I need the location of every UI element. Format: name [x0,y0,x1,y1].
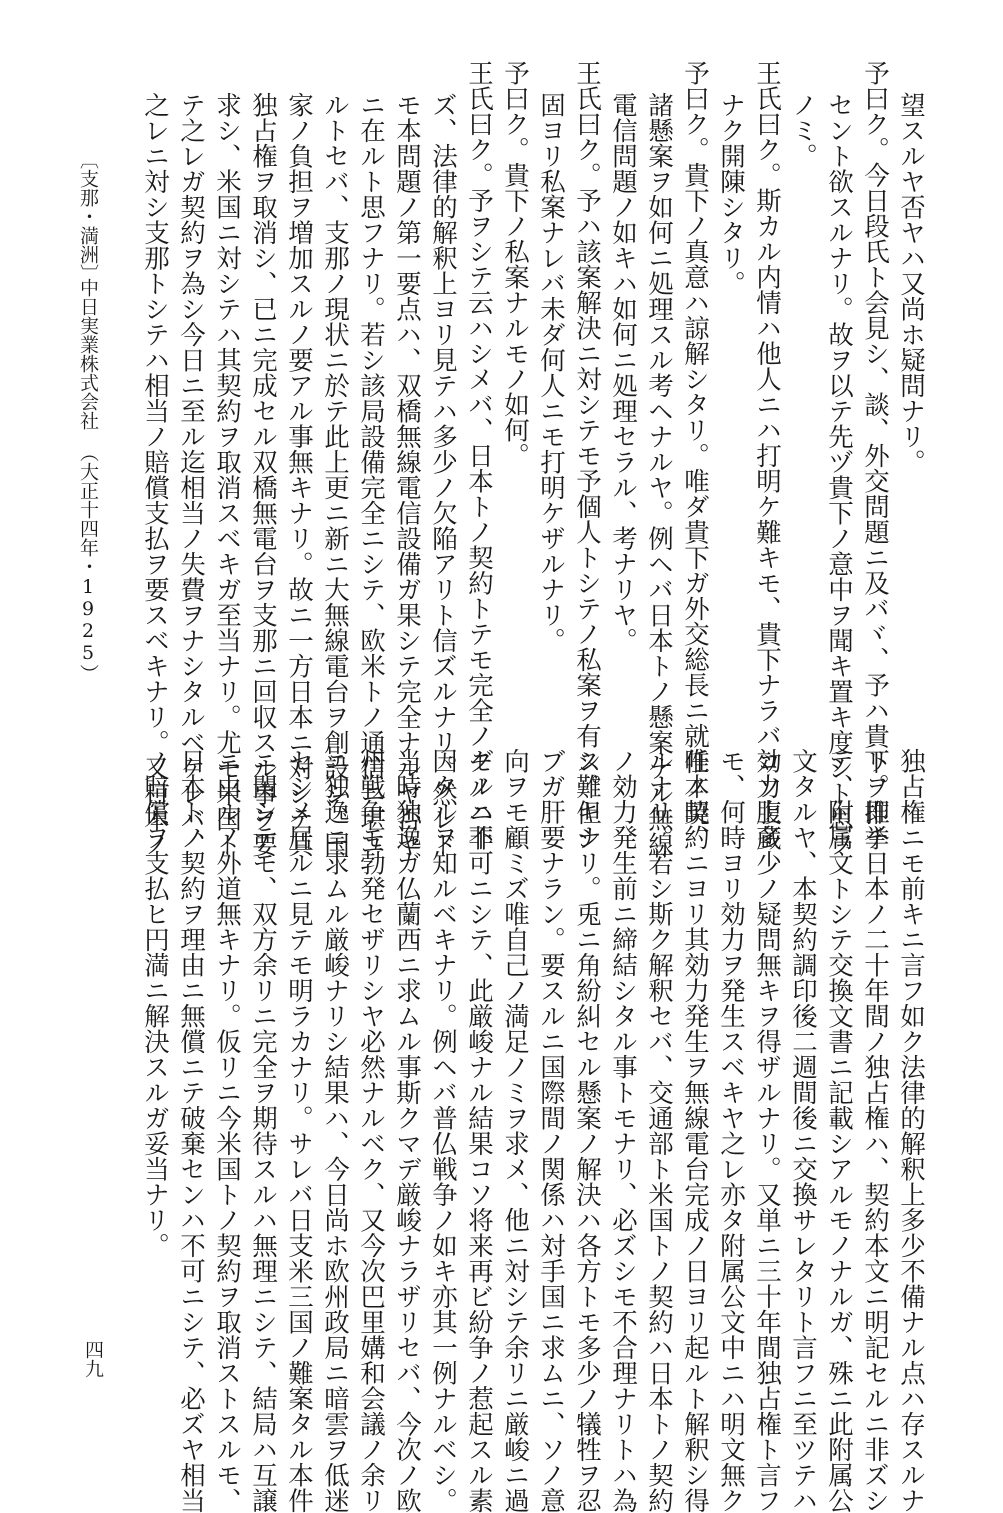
text-column: 日本トノ契約ヲ理由ニ無償ニテ破棄センハ不可ニシテ、必ズヤ相当 [176,748,206,1513]
text-column: 電信問題ノ如キハ如何ニ処理セラル、考ナリヤ。 [608,92,638,653]
text-column: 効力上多少ノ疑問無キヲ得ザルナリ。又単ニ三十年間独占権ト言フ [752,748,782,1513]
text-column: 王氏曰ク。予ハ該案解決ニ対シテモ予個人トシテノ私案ヲ有ス。但シ [572,60,602,851]
text-column: 唯本契約ニヨリ其効力発生ヲ無線電台完成ノ日ヨリ起ルト解釈シ得 [680,748,710,1513]
page-number: 四九 [82,1340,104,1378]
text-column: 独占権ニモ前キニ言フ如ク法律的解釈上多少不備ナル点ハ存スルナ [896,748,926,1513]
text-column: ニ在ルト思フナリ。若シ該局設備完全ニシテ、欧米トノ通信ニ堪ユ [356,92,386,857]
text-column: ノ賠償ヲ支払ヒ円満ニ解決スルガ妥当ナリ。 [140,748,170,1258]
text-column: モ、何時ヨリ効力ヲ発生スベキヤ之レ亦タ附属公文中ニハ明文無ク [716,748,746,1513]
text-column: ルトセバ、支那ノ現状ニ於テ此上更ニ新ニ大無線電台ヲ創設シ、国 [320,92,350,857]
text-column: 之レニ対シ支那トシテハ相当ノ賠償支払ヲ要スベキナリ。又日本ノ [140,92,170,857]
text-column: 予曰ク。今日段氏ト会見シ、談、外交問題ニ及バヾ、予ハ貴下ヲ推挙 [860,60,890,851]
text-column: ニ独逸ニ求ムル厳峻ナリシ結果ハ、今日尚ホ欧州政局ニ暗雲ヲ低迷 [320,748,350,1513]
text-column: セント欲スルナリ。故ヲ以テ先ヅ貴下ノ意中ヲ聞キ置キ度シト思フ [824,92,854,857]
text-column: セシメ居ルニ見テモ明ラカナリ。サレバ日支米三国ノ難案タル本件 [284,748,314,1513]
text-column: グルハ不可ニシテ、此厳峻ナル結果コソ将来再ビ紛争ノ惹起スル素 [464,748,494,1513]
text-column: 当時独逸ガ仏蘭西ニ求ムル事斯クマデ厳峻ナラザリセバ、今次ノ欧 [392,748,422,1513]
text-column: テ、附属文トシテ交換文書ニ記載シアルモノナルガ、殊ニ此附属公 [824,748,854,1513]
text-column: 諸懸案ヲ如何ニ処理スル考ヘナルヤ。例ヘバ日本トノ懸案ナル無線 [644,92,674,857]
text-column: ルナリ。若シ斯ク解釈セバ、交通部ト米国トノ契約ハ日本トノ契約 [644,748,674,1513]
text-column: 独占権ヲ取消シ、已ニ完成セル双橋無電台ヲ支那ニ回収スル事ヲ要 [248,92,278,857]
text-column: 因タルヲ知ルベキナリ。例ヘバ普仏戦争ノ如キ亦其一例ナルベシ。 [428,748,458,1513]
text-column: 王氏曰ク。斯カル内情ハ他人ニハ打明ケ難キモ、貴下ナラバコソ腹蔵 [752,60,782,851]
text-column: リ。即チ日本ノ二十年間ノ独占権ハ、契約本文ニ明記セルニ非ズシ [860,748,890,1513]
text-column: テ之レガ契約ヲ為シ今日ニ至ル迄相当ノ失費ヲナシタルベケレバ、 [176,92,206,857]
text-column: 家ノ負担ヲ増加スルノ要アル事無キナリ。故ニ一方日本ニ対シテ其 [284,92,314,857]
text-column: 望スルヤ否ヤハ又尚ホ疑問ナリ。 [896,92,926,475]
text-column: ノ効力発生前ニ締結シタル事トモナリ、必ズシモ不合理ナリトハ為 [608,748,638,1513]
footer-section: 〔支那・満洲〕 [77,150,99,283]
text-column: 固ヨリ私案ナレバ未ダ何人ニモ打明ケザルナリ。 [536,92,566,653]
text-column: 王氏曰ク。予ヲシテ云ハシメバ、日本トノ契約トテモ完全ノモノニ非 [464,60,494,851]
text-column: ズ、法律的解釈上ヨリ見テハ多少ノ欠陥アリト信ズルナリ。然レド [428,92,458,857]
text-column: ナク開陳シタリ。 [716,92,746,296]
footer-date: （大正十四年・1925） [77,443,99,683]
text-column: 求シ、米国ニ対シテハ其契約ヲ取消スベキガ至当ナリ。尤モ米国ト [212,92,242,857]
text-column: ニ関シテモ、双方余リニ完全ヲ期待スルハ無理ニシテ、結局ハ互譲 [248,748,278,1513]
text-column: ニ由ルノ外道無キナリ。仮リニ今米国トノ契約ヲ取消ストスルモ、 [212,748,242,1513]
text-column: 予曰ク。貴下ノ真意ハ諒解シタリ。唯ダ貴下ガ外交総長ニ就任ノ暁、 [680,60,710,851]
text-column: 予曰ク。貴下ノ私案ナルモノ如何。 [500,60,530,468]
text-column: 州戦争モ勃発セザリシヤ必然ナルベク、又今次巴里媾和会議ノ余リ [356,748,386,1513]
text-column: ブガ肝要ナラン。要スルニ国際間ノ関係ハ対手国ニ求ムニ、ソノ意 [536,748,566,1513]
text-column: 向ヲモ顧ミズ唯自己ノ満足ノミヲ求メ、他ニ対シテ余リニ厳峻ニ過 [500,748,530,1513]
footer-company: 中日実業株式会社 [77,278,99,430]
text-column: ノミ。 [788,92,818,169]
text-column: モ本問題ノ第一要点ハ、双橋無線電信設備ガ果シテ完全ナルヤ否ヤ [392,92,422,857]
text-column: 文タルヤ、本契約調印後二週間後ニ交換サレタリト言フニ至ツテハ [788,748,818,1513]
text-column: シ難キナリ。兎ニ角紛糾セル懸案ノ解決ハ各方トモ多少ノ犠牲ヲ忍 [572,748,602,1513]
